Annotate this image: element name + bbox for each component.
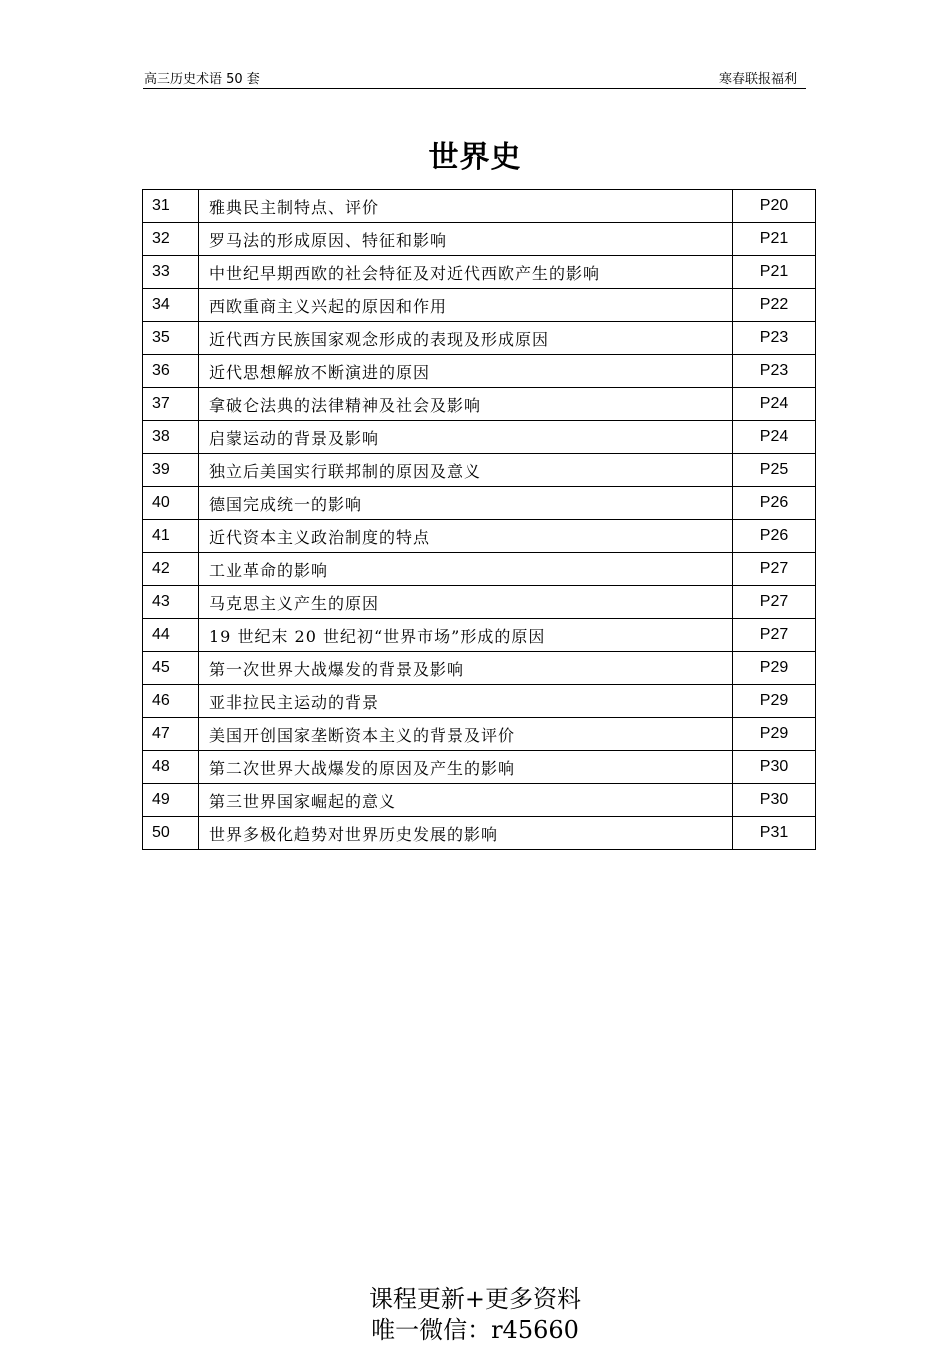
toc-number: 33 [143,256,199,289]
toc-page-ref: P25 [733,454,816,487]
toc-topic: 启蒙运动的背景及影响 [199,421,733,454]
toc-row [143,784,816,817]
page-header [143,66,806,89]
toc-row [143,256,816,289]
toc-number: 38 [143,421,199,454]
toc-number: 44 [143,619,199,652]
toc-page-ref: P30 [733,784,816,817]
toc-number: 31 [143,190,199,223]
toc-row [143,289,816,322]
toc-row [143,322,816,355]
toc-number: 47 [143,718,199,751]
toc-row [143,355,816,388]
toc-number: 42 [143,553,199,586]
toc-page-ref: P27 [733,586,816,619]
toc-page-ref: P26 [733,520,816,553]
toc-page-ref: P21 [733,223,816,256]
toc-number: 41 [143,520,199,553]
toc-number: 45 [143,652,199,685]
toc-page-ref: P27 [733,553,816,586]
toc-topic: 中世纪早期西欧的社会特征及对近代西欧产生的影响 [199,256,733,289]
toc-page-ref: P22 [733,289,816,322]
page-title: 世界史 [428,140,522,175]
toc-topic: 西欧重商主义兴起的原因和作用 [199,289,733,322]
toc-row [143,553,816,586]
toc-topic: 美国开创国家垄断资本主义的背景及评价 [199,718,733,751]
toc-number: 46 [143,685,199,718]
toc-topic: 近代思想解放不断演进的原因 [199,355,733,388]
toc-table [142,189,816,850]
toc-topic: 19 世纪末 20 世纪初“世界市场”形成的原因 [199,619,733,652]
toc-topic: 罗马法的形成原因、特征和影响 [199,223,733,256]
toc-page-ref: P21 [733,256,816,289]
toc-row [143,223,816,256]
toc-page-ref: P27 [733,619,816,652]
toc-row [143,751,816,784]
toc-page-ref: P26 [733,487,816,520]
toc-number: 49 [143,784,199,817]
footer [0,1284,950,1346]
toc-page-ref: P20 [733,190,816,223]
toc-row [143,586,816,619]
toc-page-ref: P30 [733,751,816,784]
toc-row [143,454,816,487]
toc-topic: 近代资本主义政治制度的特点 [199,520,733,553]
toc-page-ref: P29 [733,685,816,718]
toc-row [143,652,816,685]
toc-row [143,817,816,850]
toc-topic: 世界多极化趋势对世界历史发展的影响 [199,817,733,850]
toc-page-ref: P24 [733,421,816,454]
toc-topic: 第三世界国家崛起的意义 [199,784,733,817]
header-right-text: 寒春联报福利 [718,72,797,87]
toc-row [143,685,816,718]
toc-page-ref: P29 [733,718,816,751]
toc-number: 36 [143,355,199,388]
toc-number: 35 [143,322,199,355]
toc-topic: 马克思主义产生的原因 [199,586,733,619]
toc-page-ref: P23 [733,355,816,388]
toc-page-ref: P29 [733,652,816,685]
toc-page-ref: P23 [733,322,816,355]
toc-topic: 拿破仑法典的法律精神及社会及影响 [199,388,733,421]
footer-line-2: 唯一微信：r45660 [371,1316,579,1344]
toc-topic: 近代西方民族国家观念形成的表现及形成原因 [199,322,733,355]
toc-row [143,421,816,454]
toc-topic: 工业革命的影响 [199,553,733,586]
toc-row [143,388,816,421]
toc-number: 37 [143,388,199,421]
toc-number: 40 [143,487,199,520]
toc-number: 39 [143,454,199,487]
header-left-text: 高三历史术语 50 套 [144,72,260,87]
toc-page-ref: P24 [733,388,816,421]
toc-number: 50 [143,817,199,850]
toc-topic: 德国完成统一的影响 [199,487,733,520]
toc-row [143,718,816,751]
toc-number: 43 [143,586,199,619]
toc-row [143,487,816,520]
toc-body [143,190,816,850]
toc-topic: 第二次世界大战爆发的原因及产生的影响 [199,751,733,784]
toc-page-ref: P31 [733,817,816,850]
toc-topic: 第一次世界大战爆发的背景及影响 [199,652,733,685]
toc-row [143,190,816,223]
footer-line-1: 课程更新+更多资料 [368,1285,582,1313]
toc-row [143,619,816,652]
toc-number: 32 [143,223,199,256]
toc-topic: 亚非拉民主运动的背景 [199,685,733,718]
toc-number: 34 [143,289,199,322]
toc-topic: 雅典民主制特点、评价 [199,190,733,223]
toc-number: 48 [143,751,199,784]
toc-topic: 独立后美国实行联邦制的原因及意义 [199,454,733,487]
toc-row [143,520,816,553]
